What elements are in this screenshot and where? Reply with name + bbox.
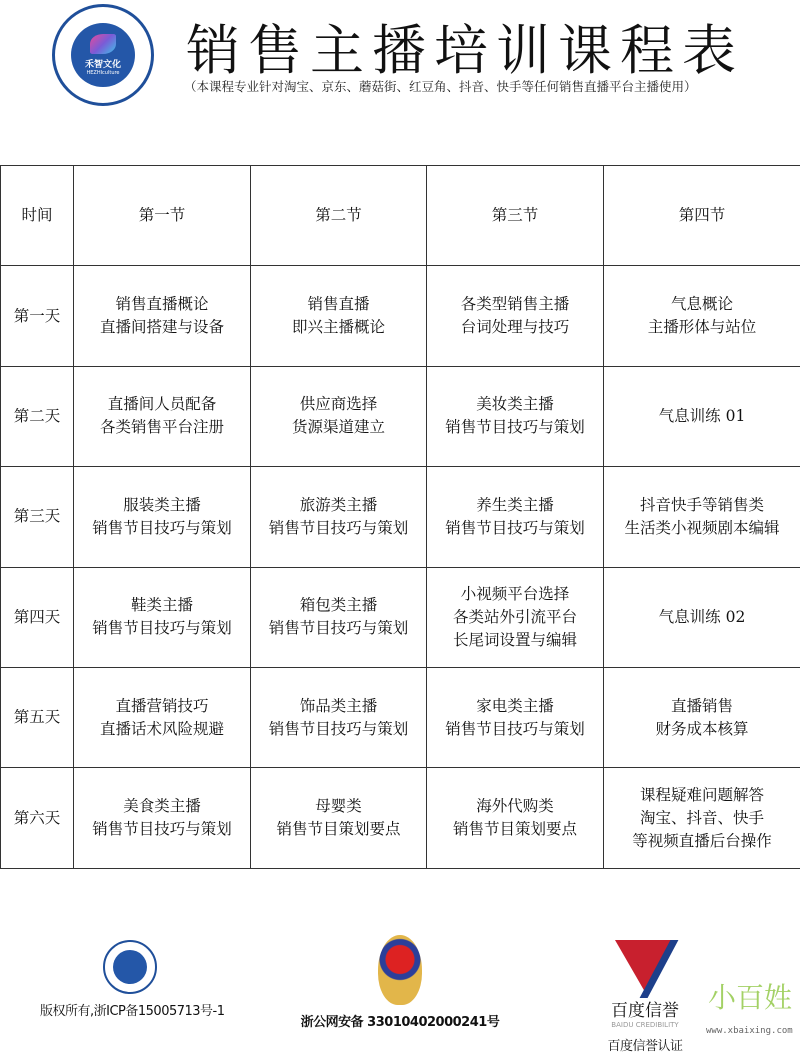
logo-cn: 禾智文化 — [85, 57, 121, 70]
course-cell: 箱包类主播 销售节目技巧与策划 — [251, 567, 427, 667]
course-cell: 销售直播 即兴主播概论 — [251, 266, 427, 366]
day-cell: 第三天 — [1, 467, 74, 567]
course-cell: 抖音快手等销售类 生活类小视频剧本编辑 — [604, 467, 800, 567]
police-emblem-icon — [378, 935, 422, 1005]
baidu-logo-text: 百度信誉 — [590, 996, 700, 1021]
copyright-block — [40, 940, 220, 1019]
day-cell: 第一天 — [1, 266, 74, 366]
course-cell: 小视频平台选择 各类站外引流平台 长尾词设置与编辑 — [427, 567, 604, 667]
table-row — [1, 567, 800, 667]
day-cell: 第二天 — [1, 366, 74, 466]
course-cell: 养生类主播 销售节目技巧与策划 — [427, 467, 604, 567]
table-row — [1, 266, 800, 366]
baidu-v-icon — [615, 940, 675, 992]
page-title: 销售主播培训课程表 — [186, 8, 744, 85]
course-cell: 服装类主播 销售节目技巧与策划 — [74, 467, 251, 567]
watermark-url: www.xbaixing.com — [706, 1026, 793, 1037]
header-cell: 第三节 — [427, 166, 604, 266]
schedule-table — [0, 165, 800, 869]
table-header-row — [1, 166, 800, 266]
course-cell: 供应商选择 货源渠道建立 — [251, 366, 427, 466]
icp-text: 版权所有,浙ICP备15005713号-1 — [40, 1000, 220, 1019]
course-cell: 直播营销技巧 直播话术风险规避 — [74, 667, 251, 767]
table-row — [1, 366, 800, 466]
table-row — [1, 467, 800, 567]
header-cell: 第一节 — [74, 166, 251, 266]
baidu-cert-text: 百度信誉认证 — [590, 1035, 700, 1054]
police-block — [300, 935, 500, 1030]
logo-en: HEZHIculture — [86, 70, 119, 76]
table-row — [1, 768, 800, 868]
day-cell: 第五天 — [1, 667, 74, 767]
course-cell: 美食类主播 销售节目技巧与策划 — [74, 768, 251, 868]
course-cell: 直播间人员配备 各类销售平台注册 — [74, 366, 251, 466]
baidu-block — [590, 940, 700, 1054]
company-logo — [52, 4, 154, 106]
page-subtitle: （本课程专业针对淘宝、京东、蘑菇街、红豆角、抖音、快手等任何销售直播平台主播使用） — [184, 77, 697, 95]
course-cell: 母婴类 销售节目策划要点 — [251, 768, 427, 868]
course-cell: 旅游类主播 销售节目技巧与策划 — [251, 467, 427, 567]
header-cell: 第四节 — [604, 166, 800, 266]
course-cell: 气息概论 主播形体与站位 — [604, 266, 800, 366]
watermark: 小百姓 — [708, 982, 792, 1014]
course-cell: 销售直播概论 直播间搭建与设备 — [74, 266, 251, 366]
header-cell: 第二节 — [251, 166, 427, 266]
course-cell: 鞋类主播 销售节目技巧与策划 — [74, 567, 251, 667]
day-cell: 第六天 — [1, 768, 74, 868]
course-cell: 饰品类主播 销售节目技巧与策划 — [251, 667, 427, 767]
course-cell: 家电类主播 销售节目技巧与策划 — [427, 667, 604, 767]
course-cell: 直播销售 财务成本核算 — [604, 667, 800, 767]
course-cell: 气息训练 01 — [604, 366, 800, 466]
company-logo-small — [103, 940, 157, 994]
course-cell: 美妆类主播 销售节目技巧与策划 — [427, 366, 604, 466]
police-record-text: 浙公网安备 33010402000241号 — [300, 1011, 500, 1030]
course-cell: 海外代购类 销售节目策划要点 — [427, 768, 604, 868]
table-row — [1, 667, 800, 767]
header-cell: 时间 — [1, 166, 74, 266]
course-cell: 各类型销售主播 台词处理与技巧 — [427, 266, 604, 366]
course-cell: 课程疑难问题解答 淘宝、抖音、快手 等视频直播后台操作 — [604, 768, 800, 868]
course-cell: 气息训练 02 — [604, 567, 800, 667]
baidu-logo-en: BAIDU CREDIBILITY — [590, 1021, 700, 1029]
day-cell: 第四天 — [1, 567, 74, 667]
